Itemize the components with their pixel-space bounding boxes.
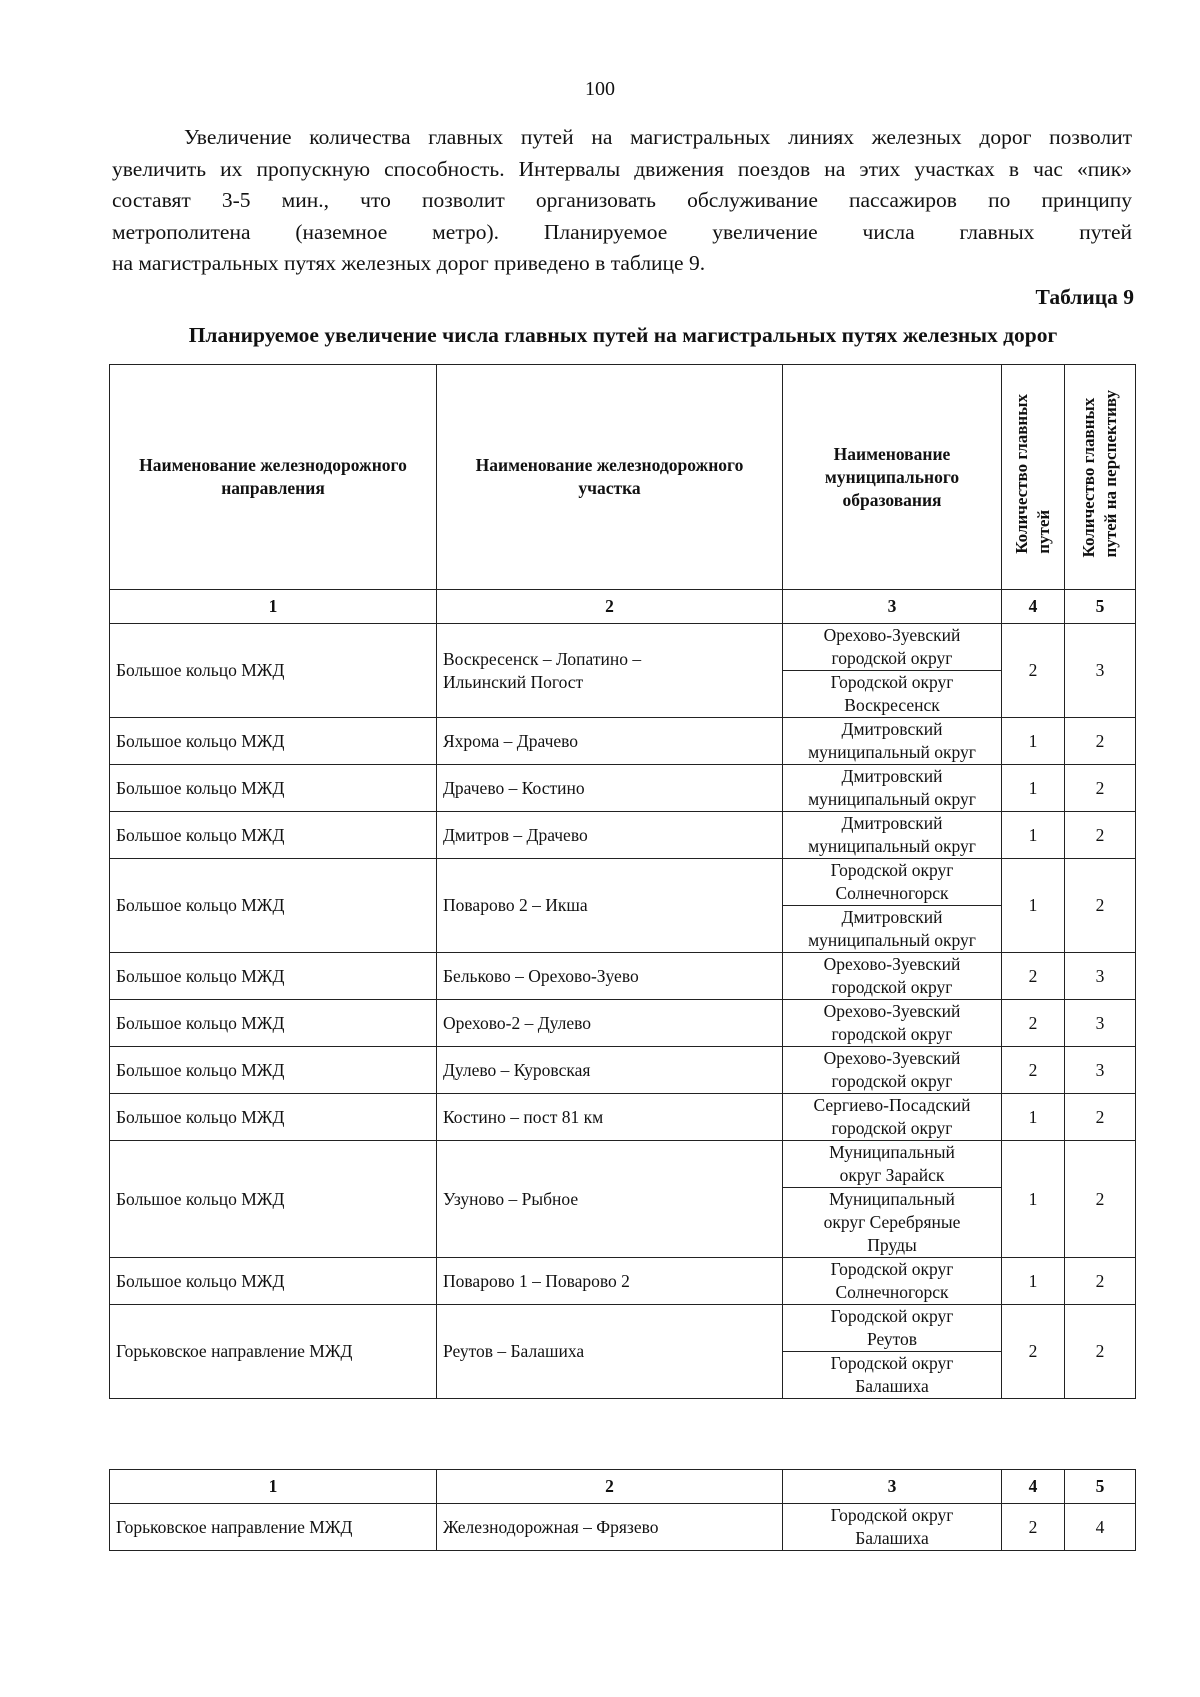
header-tracks-future <box>1065 365 1136 590</box>
municipality-line: муниципальный округ <box>808 836 976 856</box>
municipality-line: Дмитровский <box>841 907 943 927</box>
municipality-line: Дмитровский <box>841 766 943 786</box>
cell-municipality <box>783 1305 1002 1352</box>
cell-tracks-now: 2 <box>1002 953 1065 1000</box>
table-row <box>110 1141 1136 1188</box>
cell-section <box>437 624 783 718</box>
section-line: Узуново – Рыбное <box>443 1188 579 1209</box>
cell-direction: Большое кольцо МЖД <box>110 859 437 953</box>
cell-tracks-now: 1 <box>1002 859 1065 953</box>
intro-line: на магистральных путях железных дорог приведено в таблице 9. <box>112 251 706 275</box>
cell-tracks-future: 2 <box>1065 1305 1136 1399</box>
municipality-line: Городской округ <box>830 860 954 880</box>
cell-tracks-future: 2 <box>1065 765 1136 812</box>
intro-line: метрополитена (наземное метро). Планируемое увеличение числа главных путей <box>112 219 1132 244</box>
cell-direction: Большое кольцо МЖД <box>110 1047 437 1094</box>
cell-municipality <box>783 624 1002 671</box>
municipality-line: муниципальный округ <box>808 742 976 762</box>
header-municipality: Наименование муниципального образования <box>783 365 1002 590</box>
municipality-line: Орехово-Зуевский <box>823 1048 961 1068</box>
cell-tracks-now: 1 <box>1002 1258 1065 1305</box>
municipality-line: городской округ <box>831 1118 953 1138</box>
table-row <box>110 718 1136 765</box>
cell-tracks-now: 2 <box>1002 1047 1065 1094</box>
cell-direction: Большое кольцо МЖД <box>110 953 437 1000</box>
municipality-line: Городской округ <box>830 1353 954 1373</box>
cell-tracks-future: 2 <box>1065 718 1136 765</box>
municipality-line: Дмитровский <box>841 719 943 739</box>
column-number: 2 <box>437 590 783 624</box>
section-line: Орехово-2 – Дулево <box>443 1012 592 1033</box>
table-row <box>110 624 1136 671</box>
cell-municipality <box>783 859 1002 906</box>
cell-tracks-future: 4 <box>1065 1504 1136 1551</box>
section-line: Поварово 1 – Поварово 2 <box>443 1270 630 1291</box>
cell-municipality <box>783 1094 1002 1141</box>
municipality-line: городской округ <box>831 1071 953 1091</box>
cell-municipality <box>783 1352 1002 1399</box>
municipality-line: Муниципальный <box>829 1189 955 1209</box>
table-label: Таблица 9 <box>1035 285 1134 309</box>
cell-direction: Большое кольцо МЖД <box>110 1258 437 1305</box>
cell-section <box>437 1258 783 1305</box>
municipality-line: Орехово-Зуевский <box>823 1001 961 1021</box>
cell-section <box>437 1000 783 1047</box>
cell-municipality <box>783 1188 1002 1258</box>
table-row <box>110 812 1136 859</box>
table-row <box>110 1094 1136 1141</box>
cell-tracks-now: 1 <box>1002 1094 1065 1141</box>
cell-direction: Горьковское направление МЖД <box>110 1504 437 1551</box>
table-row <box>110 765 1136 812</box>
header-tracks-now-line: Количество главных <box>1012 394 1031 554</box>
column-number: 4 <box>1002 590 1065 624</box>
column-number: 5 <box>1065 590 1136 624</box>
cell-municipality <box>783 1141 1002 1188</box>
section-line: Бельково – Орехово-Зуево <box>443 965 639 986</box>
cell-tracks-future: 3 <box>1065 953 1136 1000</box>
table-title: Планируемое увеличение числа главных путей на магистральных путях железных дорог <box>188 323 1058 347</box>
municipality-line: округ Серебряные <box>823 1212 961 1232</box>
cell-municipality <box>783 953 1002 1000</box>
cell-tracks-now: 2 <box>1002 1000 1065 1047</box>
column-number: 5 <box>1065 1470 1136 1504</box>
cell-tracks-future: 2 <box>1065 1258 1136 1305</box>
cell-municipality <box>783 1047 1002 1094</box>
cell-tracks-future: 2 <box>1065 1094 1136 1141</box>
header-section: Наименование железнодорожного участка <box>437 365 783 590</box>
cell-tracks-future: 2 <box>1065 859 1136 953</box>
cell-section <box>437 1094 783 1141</box>
municipality-line: городской округ <box>831 1024 953 1044</box>
column-number: 4 <box>1002 1470 1065 1504</box>
municipality-line: Балашиха <box>855 1376 929 1396</box>
cell-direction: Большое кольцо МЖД <box>110 1094 437 1141</box>
column-number: 2 <box>437 1470 783 1504</box>
cell-section <box>437 765 783 812</box>
cell-municipality <box>783 718 1002 765</box>
cell-municipality <box>783 906 1002 953</box>
cell-direction: Большое кольцо МЖД <box>110 765 437 812</box>
municipality-line: Городской округ <box>830 1306 954 1326</box>
municipality-line: Городской округ <box>830 672 954 692</box>
continuation-table <box>109 1469 1136 1551</box>
cell-tracks-future: 3 <box>1065 1047 1136 1094</box>
cell-municipality <box>783 671 1002 718</box>
municipality-line: городской округ <box>831 648 953 668</box>
municipality-line: городской округ <box>831 977 953 997</box>
cell-tracks-future: 3 <box>1065 1000 1136 1047</box>
table-row <box>110 953 1136 1000</box>
cell-direction: Горьковское направление МЖД <box>110 1305 437 1399</box>
cell-municipality <box>783 765 1002 812</box>
cell-municipality <box>783 812 1002 859</box>
table-row <box>110 1258 1136 1305</box>
header-tracks-now-line: путей <box>1034 509 1053 554</box>
municipality-line: Пруды <box>867 1235 917 1255</box>
cell-tracks-now: 1 <box>1002 1141 1065 1258</box>
municipality-line: Балашиха <box>855 1528 929 1548</box>
section-line: Ильинский Погост <box>443 671 584 692</box>
table-header-row <box>110 365 1136 590</box>
section-line: Железнодорожная – Фрязево <box>443 1516 659 1537</box>
table-row <box>110 1504 1136 1551</box>
header-tracks-now <box>1002 365 1065 590</box>
cell-section <box>437 1047 783 1094</box>
header-tracks-future-line: Количество главных <box>1079 397 1098 558</box>
column-number: 3 <box>783 590 1002 624</box>
cell-tracks-now: 2 <box>1002 1305 1065 1399</box>
intro-line: Увеличение количества главных путей на магистральных линиях железных дорог позволит <box>184 125 1132 149</box>
municipality-line: Муниципальный <box>829 1142 955 1162</box>
section-line: Драчево – Костино <box>443 777 585 798</box>
table-row <box>110 1000 1136 1047</box>
municipality-line: Солнечногорск <box>835 883 949 903</box>
cell-municipality <box>783 1258 1002 1305</box>
header-tracks-future-line: путей на перспективу <box>1101 390 1120 558</box>
column-number-row <box>110 590 1136 624</box>
column-number-row <box>110 1470 1136 1504</box>
cell-section <box>437 859 783 953</box>
cell-municipality <box>783 1504 1002 1551</box>
municipality-line: округ Зарайск <box>839 1165 945 1185</box>
municipality-line: Реутов <box>866 1329 917 1349</box>
column-number: 3 <box>783 1470 1002 1504</box>
intro-line: составят 3-5 мин., что позволит организовать обслуживание пассажиров по принципу <box>112 188 1132 212</box>
table-row <box>110 859 1136 906</box>
cell-section <box>437 1504 783 1551</box>
cell-section <box>437 812 783 859</box>
cell-tracks-future: 2 <box>1065 812 1136 859</box>
municipality-line: Городской округ <box>830 1259 954 1279</box>
cell-direction: Большое кольцо МЖД <box>110 1000 437 1047</box>
cell-tracks-now: 1 <box>1002 812 1065 859</box>
municipality-line: Орехово-Зуевский <box>823 954 961 974</box>
table-row <box>110 1305 1136 1352</box>
cell-direction: Большое кольцо МЖД <box>110 1141 437 1258</box>
cell-section <box>437 953 783 1000</box>
cell-tracks-future: 2 <box>1065 1141 1136 1258</box>
cell-section <box>437 1141 783 1258</box>
cell-direction: Большое кольцо МЖД <box>110 812 437 859</box>
cell-direction: Большое кольцо МЖД <box>110 718 437 765</box>
section-line: Дулево – Куровская <box>443 1059 591 1080</box>
page-number: 100 <box>585 78 615 100</box>
cell-tracks-future: 3 <box>1065 624 1136 718</box>
cell-tracks-now: 1 <box>1002 718 1065 765</box>
cell-tracks-now: 2 <box>1002 624 1065 718</box>
section-line: Яхрома – Драчево <box>443 730 579 751</box>
table-row <box>110 1047 1136 1094</box>
municipality-line: муниципальный округ <box>808 930 976 950</box>
intro-line: увеличить их пропускную способность. Интервалы движения поездов на этих участках в час «пик» <box>112 156 1132 181</box>
municipality-line: Орехово-Зуевский <box>823 625 961 645</box>
column-number: 1 <box>110 1470 437 1504</box>
table-body <box>110 1504 1136 1551</box>
table-body <box>110 624 1136 1399</box>
header-direction: Наименование железнодорожного направления <box>110 365 437 590</box>
cell-municipality <box>783 1000 1002 1047</box>
cell-tracks-now: 2 <box>1002 1504 1065 1551</box>
municipality-line: Дмитровский <box>841 813 943 833</box>
municipality-line: Воскресенск <box>844 695 940 715</box>
municipality-line: Солнечногорск <box>835 1282 949 1302</box>
section-line: Воскресенск – Лопатино – <box>443 648 642 669</box>
section-line: Костино – пост 81 км <box>443 1106 604 1127</box>
cell-section <box>437 718 783 765</box>
cell-section <box>437 1305 783 1399</box>
section-line: Поварово 2 – Икша <box>443 895 588 915</box>
tracks-table <box>109 364 1136 1399</box>
column-number: 1 <box>110 590 437 624</box>
municipality-line: муниципальный округ <box>808 789 976 809</box>
municipality-line: Сергиево-Посадский <box>813 1095 971 1115</box>
cell-direction: Большое кольцо МЖД <box>110 624 437 718</box>
municipality-line: Городской округ <box>830 1505 954 1525</box>
section-line: Дмитров – Драчево <box>443 824 588 845</box>
cell-tracks-now: 1 <box>1002 765 1065 812</box>
intro-paragraph <box>112 122 1132 280</box>
section-line: Реутов – Балашиха <box>443 1341 585 1361</box>
